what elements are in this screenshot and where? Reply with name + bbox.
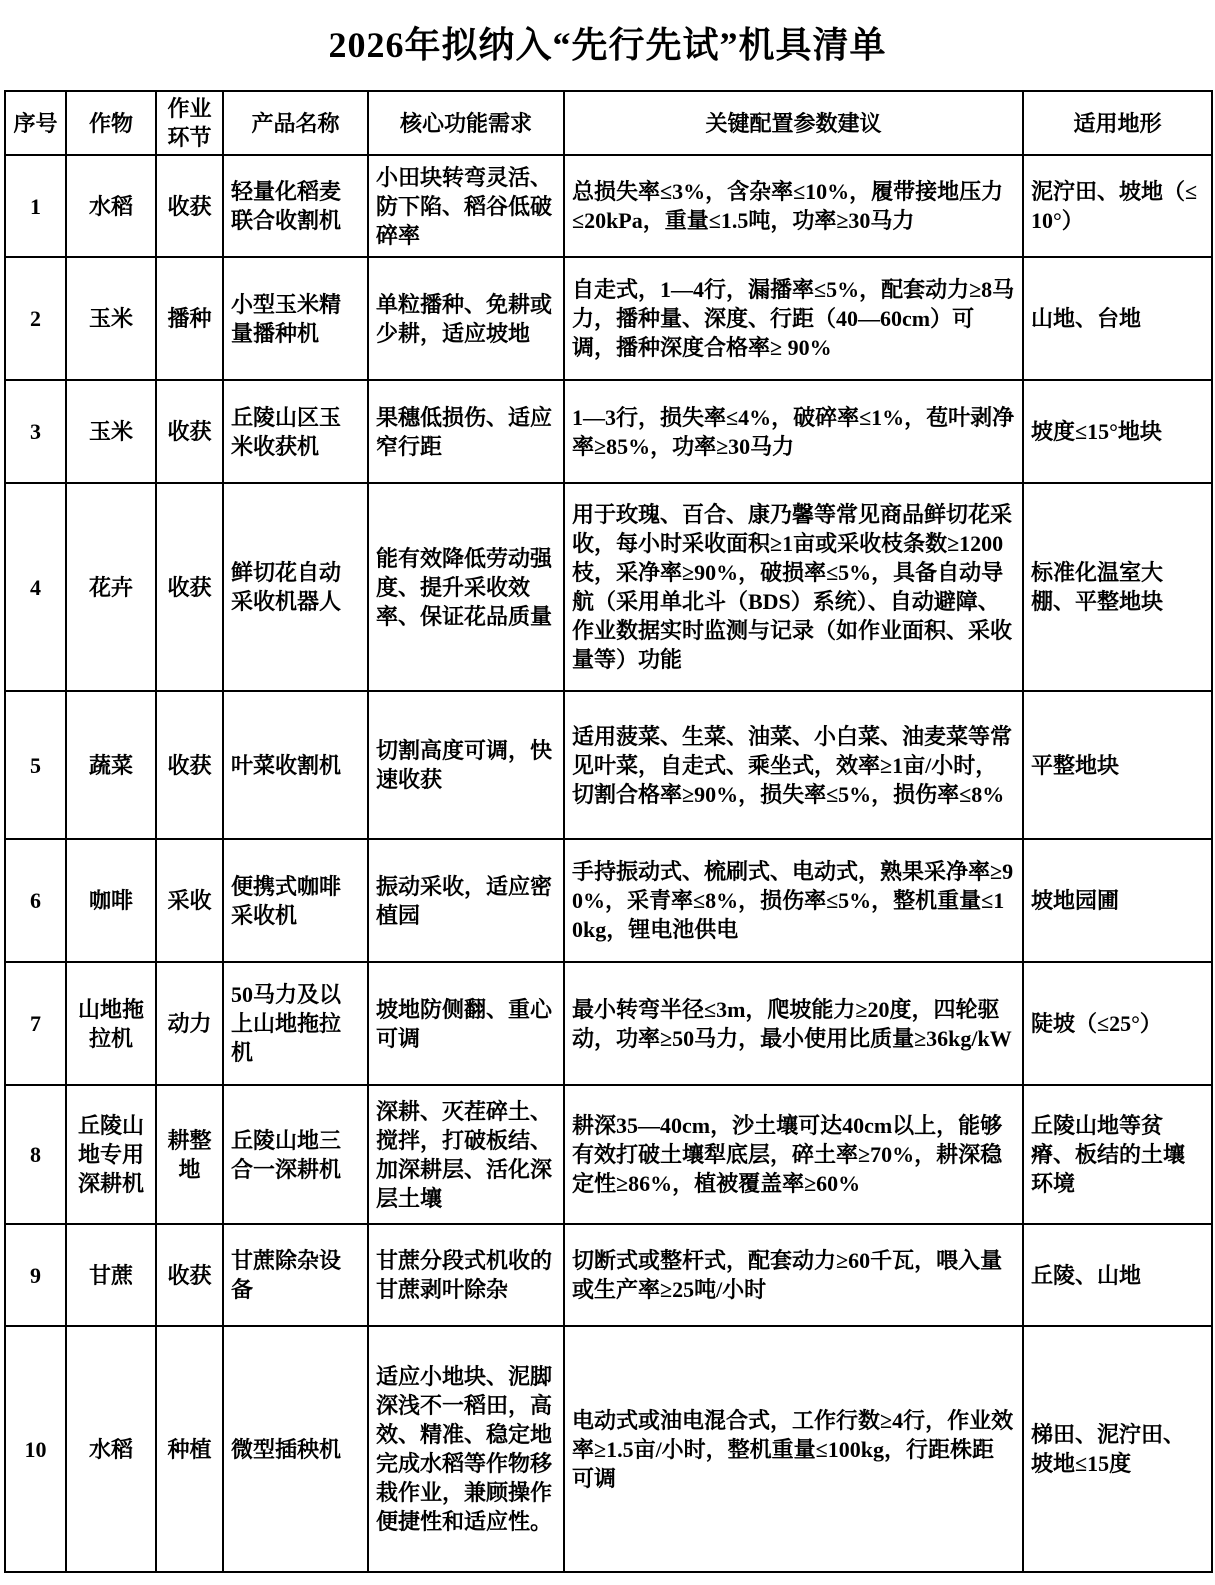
cell-product-name: 小型玉米精量播种机 (223, 257, 368, 380)
table-header (5, 91, 1212, 155)
cell-terrain: 丘陵、山地 (1023, 1224, 1212, 1326)
table-row (5, 257, 1212, 380)
table-row (5, 380, 1212, 483)
cell-key-parameters: 用于玫瑰、百合、康乃馨等常见商品鲜切花采收，每小时采收面积≥1亩或采收枝条数≥1200枝，采净率≥90%，破损率≤5%，具备自动导航（采用单北斗（BDS）系统）、自动避障、作业数据实时监测与记录（如作业面积、采收量等）功能 (564, 483, 1023, 691)
column-header-params: 关键配置参数建议 (564, 91, 1023, 155)
cell-crop: 玉米 (66, 380, 156, 483)
table-row (5, 1224, 1212, 1326)
cell-terrain: 陡坡（≤25°） (1023, 962, 1212, 1085)
table-body (5, 155, 1212, 1572)
cell-product-name: 便携式咖啡采收机 (223, 839, 368, 962)
header-row (5, 91, 1212, 155)
cell-operation-stage: 收获 (156, 483, 223, 691)
cell-crop: 咖啡 (66, 839, 156, 962)
cell-serial-number: 5 (5, 691, 66, 839)
cell-crop: 蔬菜 (66, 691, 156, 839)
cell-key-parameters: 电动式或油电混合式，工作行数≥4行，作业效率≥1.5亩/小时，整机重量≤100kg，行距株距可调 (564, 1326, 1023, 1572)
cell-product-name: 丘陵山地三合一深耕机 (223, 1085, 368, 1224)
cell-product-name: 叶菜收割机 (223, 691, 368, 839)
page-title: 2026年拟纳入“先行先试”机具清单 (328, 25, 887, 65)
cell-terrain: 坡地园圃 (1023, 839, 1212, 962)
cell-product-name: 50马力及以上山地拖拉机 (223, 962, 368, 1085)
cell-core-function: 能有效降低劳动强度、提升采收效率、保证花品质量 (368, 483, 564, 691)
cell-core-function: 小田块转弯灵活、防下陷、稻谷低破碎率 (368, 155, 564, 257)
cell-serial-number: 2 (5, 257, 66, 380)
cell-product-name: 甘蔗除杂设备 (223, 1224, 368, 1326)
cell-product-name: 鲜切花自动采收机器人 (223, 483, 368, 691)
cell-operation-stage: 收获 (156, 691, 223, 839)
cell-operation-stage: 收获 (156, 155, 223, 257)
cell-product-name: 微型插秧机 (223, 1326, 368, 1572)
cell-core-function: 甘蔗分段式机收的甘蔗剥叶除杂 (368, 1224, 564, 1326)
cell-key-parameters: 1—3行，损失率≤4%，破碎率≤1%，苞叶剥净率≥85%，功率≥30马力 (564, 380, 1023, 483)
cell-serial-number: 8 (5, 1085, 66, 1224)
cell-crop: 水稻 (66, 1326, 156, 1572)
column-header-stage: 作业环节 (156, 91, 223, 155)
cell-operation-stage: 收获 (156, 1224, 223, 1326)
cell-core-function: 坡地防侧翻、重心可调 (368, 962, 564, 1085)
cell-terrain: 丘陵山地等贫瘠、板结的土壤环境 (1023, 1085, 1212, 1224)
table-row (5, 1326, 1212, 1572)
cell-operation-stage: 收获 (156, 380, 223, 483)
cell-terrain: 山地、台地 (1023, 257, 1212, 380)
cell-terrain: 坡度≤15°地块 (1023, 380, 1212, 483)
cell-core-function: 深耕、灭茬碎土、搅拌，打破板结、加深耕层、活化深层土壤 (368, 1085, 564, 1224)
machinery-table (4, 90, 1213, 1573)
column-header-function: 核心功能需求 (368, 91, 564, 155)
column-header-product: 产品名称 (223, 91, 368, 155)
cell-serial-number: 4 (5, 483, 66, 691)
cell-operation-stage: 采收 (156, 839, 223, 962)
cell-terrain: 平整地块 (1023, 691, 1212, 839)
cell-operation-stage: 耕整地 (156, 1085, 223, 1224)
cell-core-function: 单粒播种、免耕或少耕，适应坡地 (368, 257, 564, 380)
column-header-crop: 作物 (66, 91, 156, 155)
table-row (5, 483, 1212, 691)
cell-terrain: 标准化温室大棚、平整地块 (1023, 483, 1212, 691)
cell-crop: 花卉 (66, 483, 156, 691)
cell-key-parameters: 适用菠菜、生菜、油菜、小白菜、油麦菜等常见叶菜，自走式、乘坐式，效率≥1亩/小时，切割合格率≥90%，损失率≤5%，损伤率≤8% (564, 691, 1023, 839)
column-header-terrain: 适用地形 (1023, 91, 1212, 155)
cell-product-name: 丘陵山区玉米收获机 (223, 380, 368, 483)
table-row (5, 839, 1212, 962)
cell-operation-stage: 种植 (156, 1326, 223, 1572)
cell-key-parameters: 自走式，1—4行，漏播率≤5%，配套动力≥8马力，播种量、深度、行距（40—60cm）可调，播种深度合格率≥ 90% (564, 257, 1023, 380)
cell-key-parameters: 手持振动式、梳刷式、电动式，熟果采净率≥90%，采青率≤8%，损伤率≤5%，整机重量≤10kg，锂电池供电 (564, 839, 1023, 962)
cell-serial-number: 7 (5, 962, 66, 1085)
cell-operation-stage: 播种 (156, 257, 223, 380)
cell-key-parameters: 总损失率≤3%，含杂率≤10%，履带接地压力≤20kPa，重量≤1.5吨，功率≥30马力 (564, 155, 1023, 257)
cell-terrain: 泥泞田、坡地（≤10°） (1023, 155, 1212, 257)
cell-key-parameters: 切断式或整杆式，配套动力≥60千瓦，喂入量或生产率≥25吨/小时 (564, 1224, 1023, 1326)
column-header-no: 序号 (5, 91, 66, 155)
cell-serial-number: 6 (5, 839, 66, 962)
table-row (5, 962, 1212, 1085)
cell-operation-stage: 动力 (156, 962, 223, 1085)
table-row (5, 155, 1212, 257)
cell-crop: 水稻 (66, 155, 156, 257)
cell-core-function: 果穗低损伤、适应窄行距 (368, 380, 564, 483)
cell-crop: 丘陵山地专用深耕机 (66, 1085, 156, 1224)
cell-terrain: 梯田、泥泞田、坡地≤15度 (1023, 1326, 1212, 1572)
cell-serial-number: 1 (5, 155, 66, 257)
cell-product-name: 轻量化稻麦联合收割机 (223, 155, 368, 257)
table-row (5, 1085, 1212, 1224)
table-row (5, 691, 1212, 839)
cell-crop: 山地拖拉机 (66, 962, 156, 1085)
cell-core-function: 振动采收，适应密植园 (368, 839, 564, 962)
cell-key-parameters: 最小转弯半径≤3m，爬坡能力≥20度，四轮驱动，功率≥50马力，最小使用比质量≥36kg/kW (564, 962, 1023, 1085)
cell-serial-number: 9 (5, 1224, 66, 1326)
cell-core-function: 适应小地块、泥脚深浅不一稻田，高效、精准、稳定地完成水稻等作物移栽作业，兼顾操作便捷性和适应性。 (368, 1326, 564, 1572)
cell-core-function: 切割高度可调，快速收获 (368, 691, 564, 839)
cell-serial-number: 3 (5, 380, 66, 483)
cell-key-parameters: 耕深35—40cm，沙土壤可达40cm以上，能够有效打破土壤犁底层，碎土率≥70%，耕深稳定性≥86%，植被覆盖率≥60% (564, 1085, 1023, 1224)
cell-crop: 甘蔗 (66, 1224, 156, 1326)
cell-crop: 玉米 (66, 257, 156, 380)
cell-serial-number: 10 (5, 1326, 66, 1572)
